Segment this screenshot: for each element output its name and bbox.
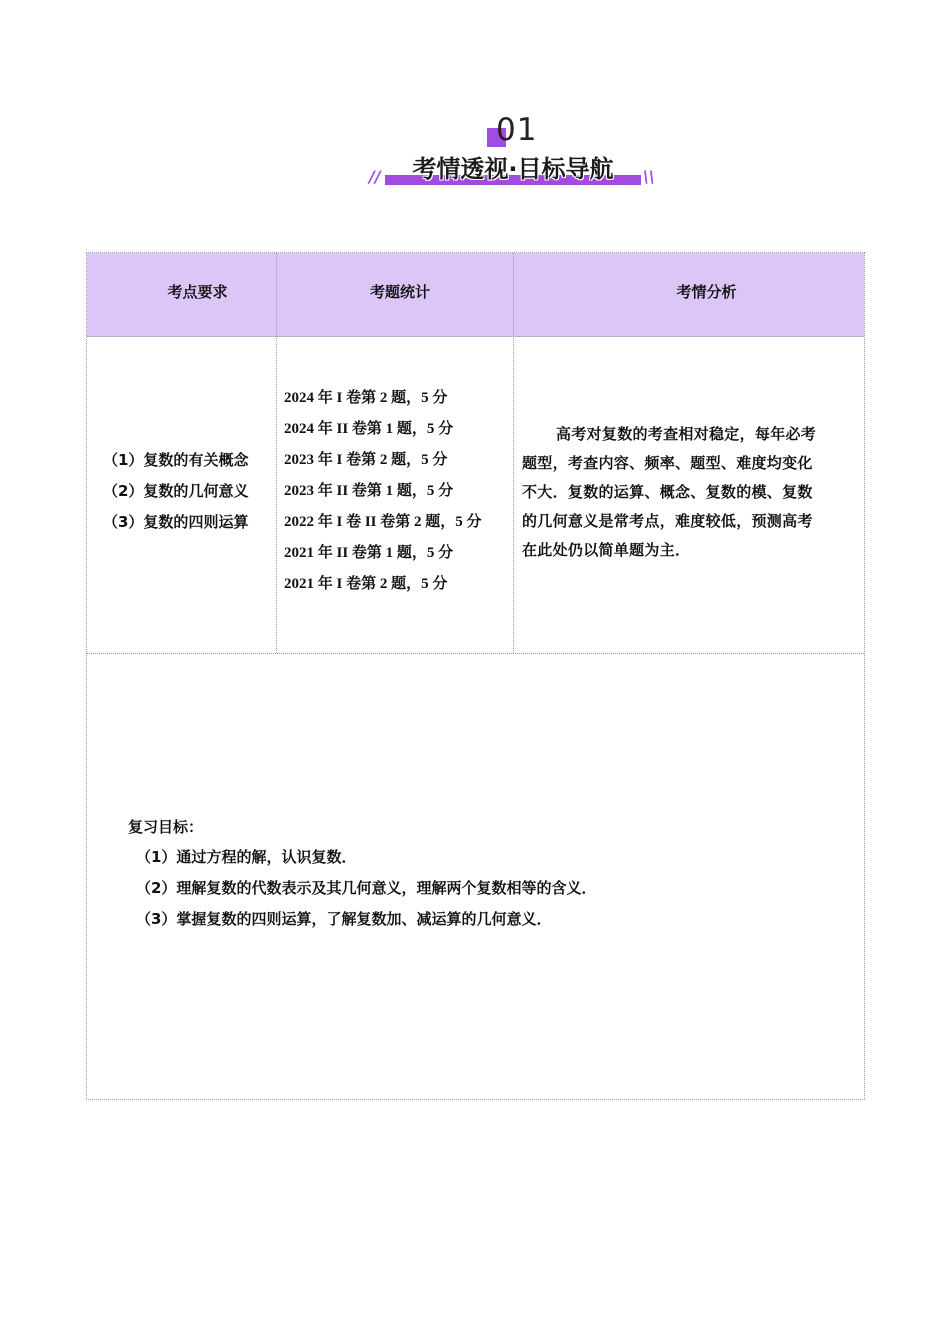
review-goal-item: （1）通过方程的解，认识复数． bbox=[136, 848, 357, 866]
requirement-item: （1）复数的有关概念 bbox=[103, 451, 249, 469]
analysis-line: 不大．复数的运算、概念、复数的模、复数 bbox=[522, 483, 813, 501]
header-analysis: 考情分析 bbox=[676, 283, 737, 301]
statistic-item: 2024 年 I 卷第 2 题，5 分 bbox=[284, 390, 448, 406]
analysis-line: 高考对复数的考查相对稳定，每年必考 bbox=[556, 425, 817, 443]
requirements-cell bbox=[103, 445, 278, 538]
analysis-line: 的几何意义是常考点，难度较低，预测高考 bbox=[522, 512, 813, 530]
right-slash-decoration: \\ bbox=[643, 167, 655, 186]
header-requirements: 考点要求 bbox=[167, 283, 228, 301]
row-divider bbox=[87, 653, 864, 654]
section-number: 01 bbox=[496, 112, 538, 148]
review-goals-title: 复习目标： bbox=[128, 818, 204, 836]
exam-analysis-table bbox=[86, 252, 865, 1100]
review-goal-item: （2）理解复数的代数表示及其几何意义，理解两个复数相等的含义． bbox=[136, 879, 597, 897]
review-goal-item: （3）掌握复数的四则运算，了解复数加、减运算的几何意义． bbox=[136, 910, 552, 928]
section-title: 考情透视·目标导航 bbox=[412, 155, 614, 183]
header-statistics: 考题统计 bbox=[369, 283, 430, 301]
statistic-item: 2022 年 I 卷 II 卷第 2 题，5 分 bbox=[284, 514, 482, 530]
requirement-item: （3）复数的四则运算 bbox=[103, 513, 249, 531]
statistic-item: 2021 年 I 卷第 2 题，5 分 bbox=[284, 576, 448, 592]
statistics-cell bbox=[284, 383, 514, 600]
statistic-item: 2024 年 II 卷第 1 题，5 分 bbox=[284, 421, 454, 437]
statistic-item: 2023 年 II 卷第 1 题，5 分 bbox=[284, 483, 454, 499]
analysis-line: 在此处仍以简单题为主． bbox=[522, 541, 691, 559]
analysis-cell bbox=[522, 420, 858, 565]
statistic-item: 2023 年 I 卷第 2 题，5 分 bbox=[284, 452, 448, 468]
left-slash-decoration: // bbox=[369, 167, 381, 186]
statistic-item: 2021 年 II 卷第 1 题，5 分 bbox=[284, 545, 454, 561]
analysis-line: 题型，考查内容、频率、题型、难度均变化 bbox=[522, 454, 813, 472]
review-goals bbox=[128, 814, 828, 935]
requirement-item: （2）复数的几何意义 bbox=[103, 482, 249, 500]
